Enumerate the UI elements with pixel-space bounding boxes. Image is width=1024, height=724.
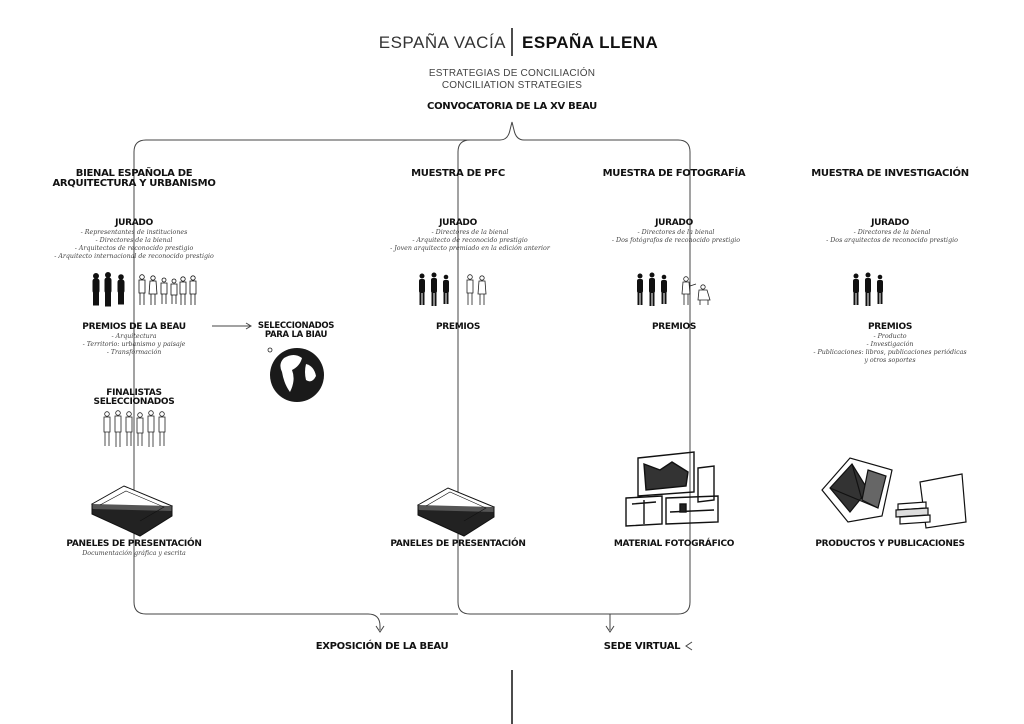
beau-panels-icon <box>92 486 172 536</box>
virtual-label: SEDE VIRTUAL <box>603 641 681 652</box>
beau-title-line1: BIENAL ESPAÑOLA DE <box>75 168 193 179</box>
pfc-jury-label: JURADO <box>439 218 477 228</box>
list-item: - Directores de la bienal <box>853 229 931 236</box>
beau-output-label: PANELES DE PRESENTACIÓN <box>66 539 202 549</box>
pfc-output-label: PANELES DE PRESENTACIÓN <box>390 539 526 549</box>
selected-label-line2: PARA LA BIAU <box>264 330 328 340</box>
globe-icon <box>268 348 324 402</box>
beau-output-note: Documentación gráfica y escrita <box>82 550 186 557</box>
photo-material-icon <box>626 452 718 526</box>
title-left: ESPAÑA VACÍA <box>378 33 506 52</box>
list-item: - Arquitectos de reconocido prestigio <box>74 245 194 252</box>
pfc-title: MUESTRA DE PFC <box>411 168 505 179</box>
research-jury-people-icon <box>853 273 883 307</box>
list-item: - Arquitecto de reconocido prestigio <box>412 237 528 244</box>
list-item: - Territorio: urbanismo y paisaje <box>82 341 186 348</box>
call-title: CONVOCATORIA DE LA XV BEAU <box>427 101 597 112</box>
list-item: - Arquitectura <box>111 333 157 340</box>
photo-output-label: MATERIAL FOTOGRÁFICO <box>613 539 735 549</box>
list-item: - Producto <box>873 333 907 340</box>
research-jury-label: JURADO <box>871 218 909 228</box>
beau-jury-people-icon <box>93 273 196 307</box>
title-right: ESPAÑA LLENA <box>522 33 659 52</box>
beau-title-line2: ARQUITECTURA Y URBANISMO <box>52 178 216 189</box>
finalists-label-line1: FINALISTAS <box>106 388 162 398</box>
list-item: - Dos arquitectos de reconocido prestigio <box>826 237 958 244</box>
photo-jury-list <box>612 229 740 245</box>
list-item: - Representantes de instituciones <box>80 229 188 236</box>
pfc-jury-list <box>390 229 550 253</box>
list-item: - Dos fotógrafos de reconocido prestigio <box>611 237 741 244</box>
pfc-jury-people-icon <box>419 273 486 307</box>
photo-awards-label: PREMIOS <box>651 322 697 332</box>
research-title: MUESTRA DE INVESTIGACIÓN <box>811 168 969 179</box>
beau-awards-label: PREMIOS DE LA BEAU <box>82 322 186 332</box>
list-item: - Publicaciones: libros, publicaciones periódicas <box>813 349 967 356</box>
beau-jury-list <box>54 229 214 261</box>
list-item: - Directores de la bienal <box>637 229 715 236</box>
subtitle-es: ESTRATEGIAS DE CONCILIACIÓN <box>428 68 596 79</box>
selected-label-line1: SELECCIONADOS <box>257 321 335 331</box>
virtual-return-arrow <box>686 642 692 650</box>
pfc-panels-icon <box>418 488 494 536</box>
beau-loop <box>134 152 380 630</box>
research-jury-list <box>826 229 958 245</box>
research-awards-list <box>813 333 966 365</box>
photo-title: MUESTRA DE FOTOGRAFÍA <box>602 168 746 179</box>
beau-awards-list <box>83 333 186 357</box>
list-item: - Transformación <box>106 349 162 356</box>
subtitle-en: CONCILIATION STRATEGIES <box>441 80 583 91</box>
list-item: - Directores de la bienal <box>95 237 173 244</box>
finalists-label-line2: SELECCIONADOS <box>93 397 175 407</box>
list-item: - Directores de la bienal <box>431 229 509 236</box>
list-item: - Joven arquitecto premiado en la edición anterior <box>390 245 550 252</box>
beau-jury-label: JURADO <box>115 218 153 228</box>
list-item: - Arquitecto internacional de reconocido prestigio <box>54 253 214 260</box>
photo-jury-people-icon <box>637 273 710 307</box>
products-publications-icon <box>822 458 966 528</box>
pfc-awards-label: PREMIOS <box>435 322 481 332</box>
research-awards-label: PREMIOS <box>867 322 913 332</box>
research-output-label: PRODUCTOS Y PUBLICACIONES <box>815 539 965 549</box>
list-item: y otros soportes <box>864 357 916 364</box>
list-item: - Investigación <box>866 341 914 348</box>
photo-jury-label: JURADO <box>655 218 693 228</box>
exhibition-label: EXPOSICIÓN DE LA BEAU <box>315 641 449 652</box>
